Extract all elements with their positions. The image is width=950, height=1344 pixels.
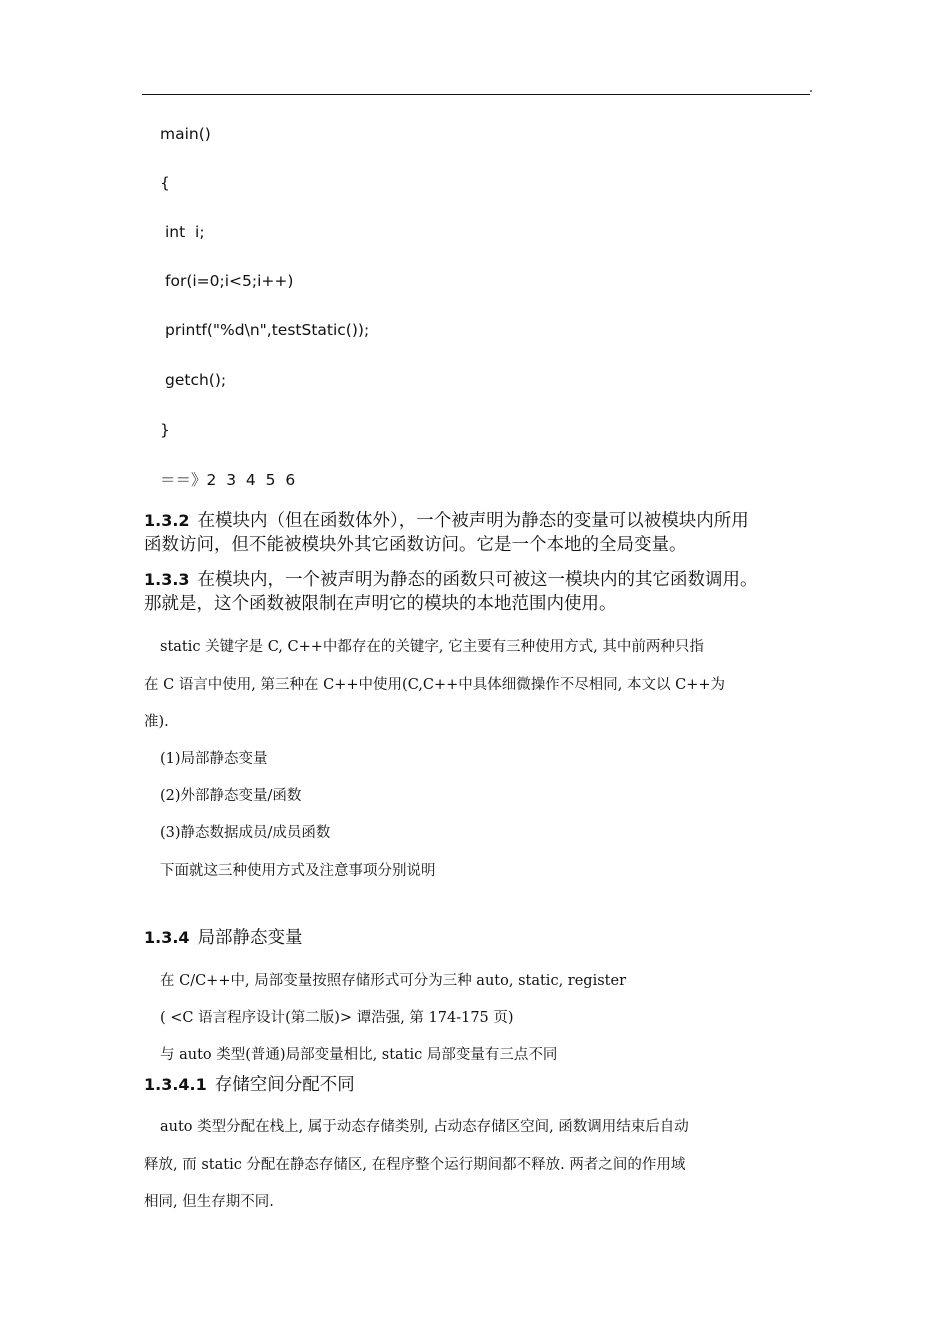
section-1-3-3 [144, 567, 814, 593]
section-1-3-2-cont [144, 533, 814, 558]
paragraph-line: 在 C/C++中, 局部变量按照存储形式可分为三种 auto, static, register [160, 973, 626, 989]
code-line: main() [160, 125, 211, 143]
section-1-3-2 [144, 508, 814, 534]
section-text-line: 在模块内（但在函数体外），一个被声明为静态的变量可以被模块内所用 [197, 511, 749, 531]
paragraph-line: 与 auto 类型(普通)局部变量相比, static 局部变量有三点不同 [160, 1047, 558, 1063]
paragraph-line: ( <C 语言程序设计(第二版)> 谭浩强, 第 174-175 页) [160, 1010, 514, 1026]
section-number: 1.3.2 [144, 511, 190, 530]
section-1-3-4-1-heading [144, 1072, 814, 1098]
list-item: (1)局部静态变量 [160, 751, 268, 767]
section-number: 1.3.4 [144, 928, 190, 947]
intro-paragraph-line: static 关键字是 C, C++中都存在的关键字, 它主要有三种使用方式, 其中前两种只指 [160, 639, 704, 655]
list-item: (2)外部静态变量/函数 [160, 788, 302, 804]
section-number: 1.3.3 [144, 570, 190, 589]
section-text-line: 在模块内，一个被声明为静态的函数只可被这一模块内的其它函数调用。 [197, 570, 758, 590]
paragraph-line: auto 类型分配在栈上, 属于动态存储类别, 占动态存储区空间, 函数调用结束后自动 [160, 1119, 689, 1135]
code-line: for(i=0;i<5;i++) [165, 272, 294, 290]
header-rule-mark [810, 90, 812, 92]
code-output: ＝＝》2 3 4 5 6 [160, 471, 296, 489]
code-line: printf("%d\n",testStatic()); [165, 321, 370, 339]
section-number: 1.3.4.1 [144, 1075, 207, 1094]
code-line: getch(); [165, 371, 227, 389]
intro-paragraph-line: 在 C 语言中使用, 第三种在 C++中使用(C,C++中具体细微操作不尽相同, 本文以 C++为 [144, 677, 725, 693]
section-text-line: 函数访问，但不能被模块外其它函数访问。它是一个本地的全局变量。 [144, 535, 687, 555]
section-1-3-3-cont [144, 592, 814, 617]
section-1-3-4-heading [144, 925, 814, 951]
code-line: { [160, 174, 170, 192]
summary-line: 下面就这三种使用方式及注意事项分别说明 [160, 863, 436, 879]
paragraph-line: 相同, 但生存期不同. [144, 1194, 274, 1210]
section-text-line: 那就是，这个函数被限制在声明它的模块的本地范围内使用。 [144, 594, 617, 614]
intro-paragraph-line: 准). [144, 714, 169, 730]
code-line: int i; [165, 223, 205, 241]
section-title: 存储空间分配不同 [214, 1075, 355, 1095]
header-rule [142, 94, 810, 95]
code-line: } [160, 421, 170, 439]
list-item: (3)静态数据成员/成员函数 [160, 825, 331, 841]
paragraph-line: 释放, 而 static 分配在静态存储区, 在程序整个运行期间都不释放. 两者之间的作用域 [144, 1157, 686, 1173]
section-title: 局部静态变量 [197, 928, 303, 948]
